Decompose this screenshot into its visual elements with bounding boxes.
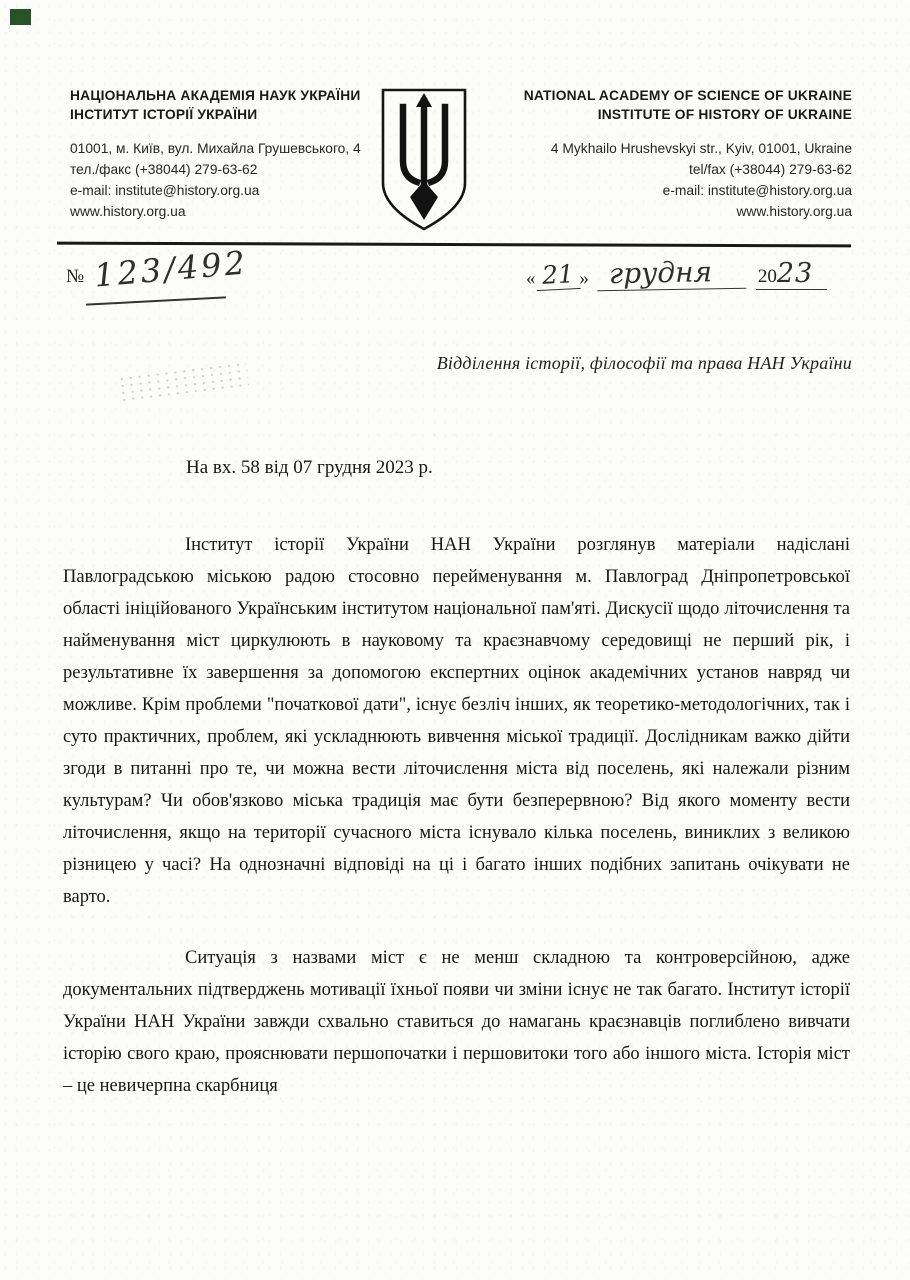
website-ua: www.history.org.ua [70,204,186,219]
email-en: e-mail: institute@history.org.ua [662,183,852,198]
letter-body [63,529,850,1102]
outgoing-number-handwritten: 123/492 [92,243,250,295]
org-name-ua-line1: НАЦІОНАЛЬНА АКАДЕМІЯ НАУК УКРАЇНИ [70,88,361,103]
phone-en: tel/fax (+38044) 279-63-62 [689,162,852,177]
outgoing-number-underline [86,296,226,305]
date-quote-open: « [526,268,536,289]
date-year-handwritten: 23 [776,258,814,289]
ukraine-trident-emblem-icon [377,87,471,233]
body-paragraph-2: Ситуація з назвами міст є не менш складною та контроверсійною, адже документальних підтверджень мотивації їхньої появи чи зміни існує не так багато. Інститут історії України НАН України завжди схвально ставиться до намагань краєзнавців поглиблено вивчати історію свого краю, прояснювати першопочатки і першовитоки того або іншого міста. Історія міст – це невичерпна скарбниця [63,948,850,1096]
incoming-reference-line: На вх. 58 від 07 грудня 2023 р. [186,457,433,478]
email-ua: e-mail: institute@history.org.ua [70,183,260,198]
scan-corner-mark [10,9,31,25]
outgoing-number-label: № [66,266,85,287]
body-paragraph-1: Інститут історії України НАН України розглянув матеріали надіслані Павлоградською міською радою стосовно перейменування м. Павлоград Дніпропетровської області ініційованого Українським інститутом національної пам'яті. Дискусії щодо літочислення та найменування міст циркулюють в науковому та краєзнавчому середовищі не перший рік, і результативне їх завершення за допомогою експертних оцінок академічних установ навряд чи можливе. Крім проблеми "початкової дати", існує безліч інших, як теоретико-методологічних, так і суто практичних, проблем, які ускладнюють вивчення міської традиції. Дослідникам важко дійти згоди в питанні про те, чи можна вести літочислення міста від поселень, які належали різним культурам? Чи обов'язково міська традиція має бути безперервною? Від якого моменту вести літочислення, якщо на території сучасного міста існувало кілька поселень, виниклих з великою різницею у часі? На однозначні відповіді на ці і багато інших подібних запитань очікувати не варто. [63,535,850,907]
addressee-line: Відділення історії, філософії та права НАН України [436,353,852,373]
date-year-printed: 20 [757,266,777,287]
date-month-handwritten: грудня [597,255,747,292]
org-name-en-line2: INSTITUTE OF HISTORY OF UKRAINE [597,107,852,122]
pencil-smudge-mark [117,360,249,402]
address-en: 4 Mykhailo Hrushevskyi str., Kyiv, 01001, Ukraine [550,141,852,156]
date-quote-close: » [579,268,589,289]
letter-date [526,256,827,290]
address-ua: 01001, м. Київ, вул. Михайла Грушевського, 4 [70,141,361,156]
letterhead-english [486,86,852,222]
header-divider-rule [57,242,851,248]
letterhead-ukrainian [70,86,388,222]
org-name-ua-line2: ІНСТИТУТ ІСТОРІЇ УКРАЇНИ [70,107,258,122]
website-en: www.history.org.ua [736,204,852,219]
org-name-en-line1: NATIONAL ACADEMY OF SCIENCE OF UKRAINE [523,88,852,103]
phone-ua: тел./факс (+38044) 279-63-62 [70,162,258,177]
date-day-handwritten: 21 [535,259,580,291]
